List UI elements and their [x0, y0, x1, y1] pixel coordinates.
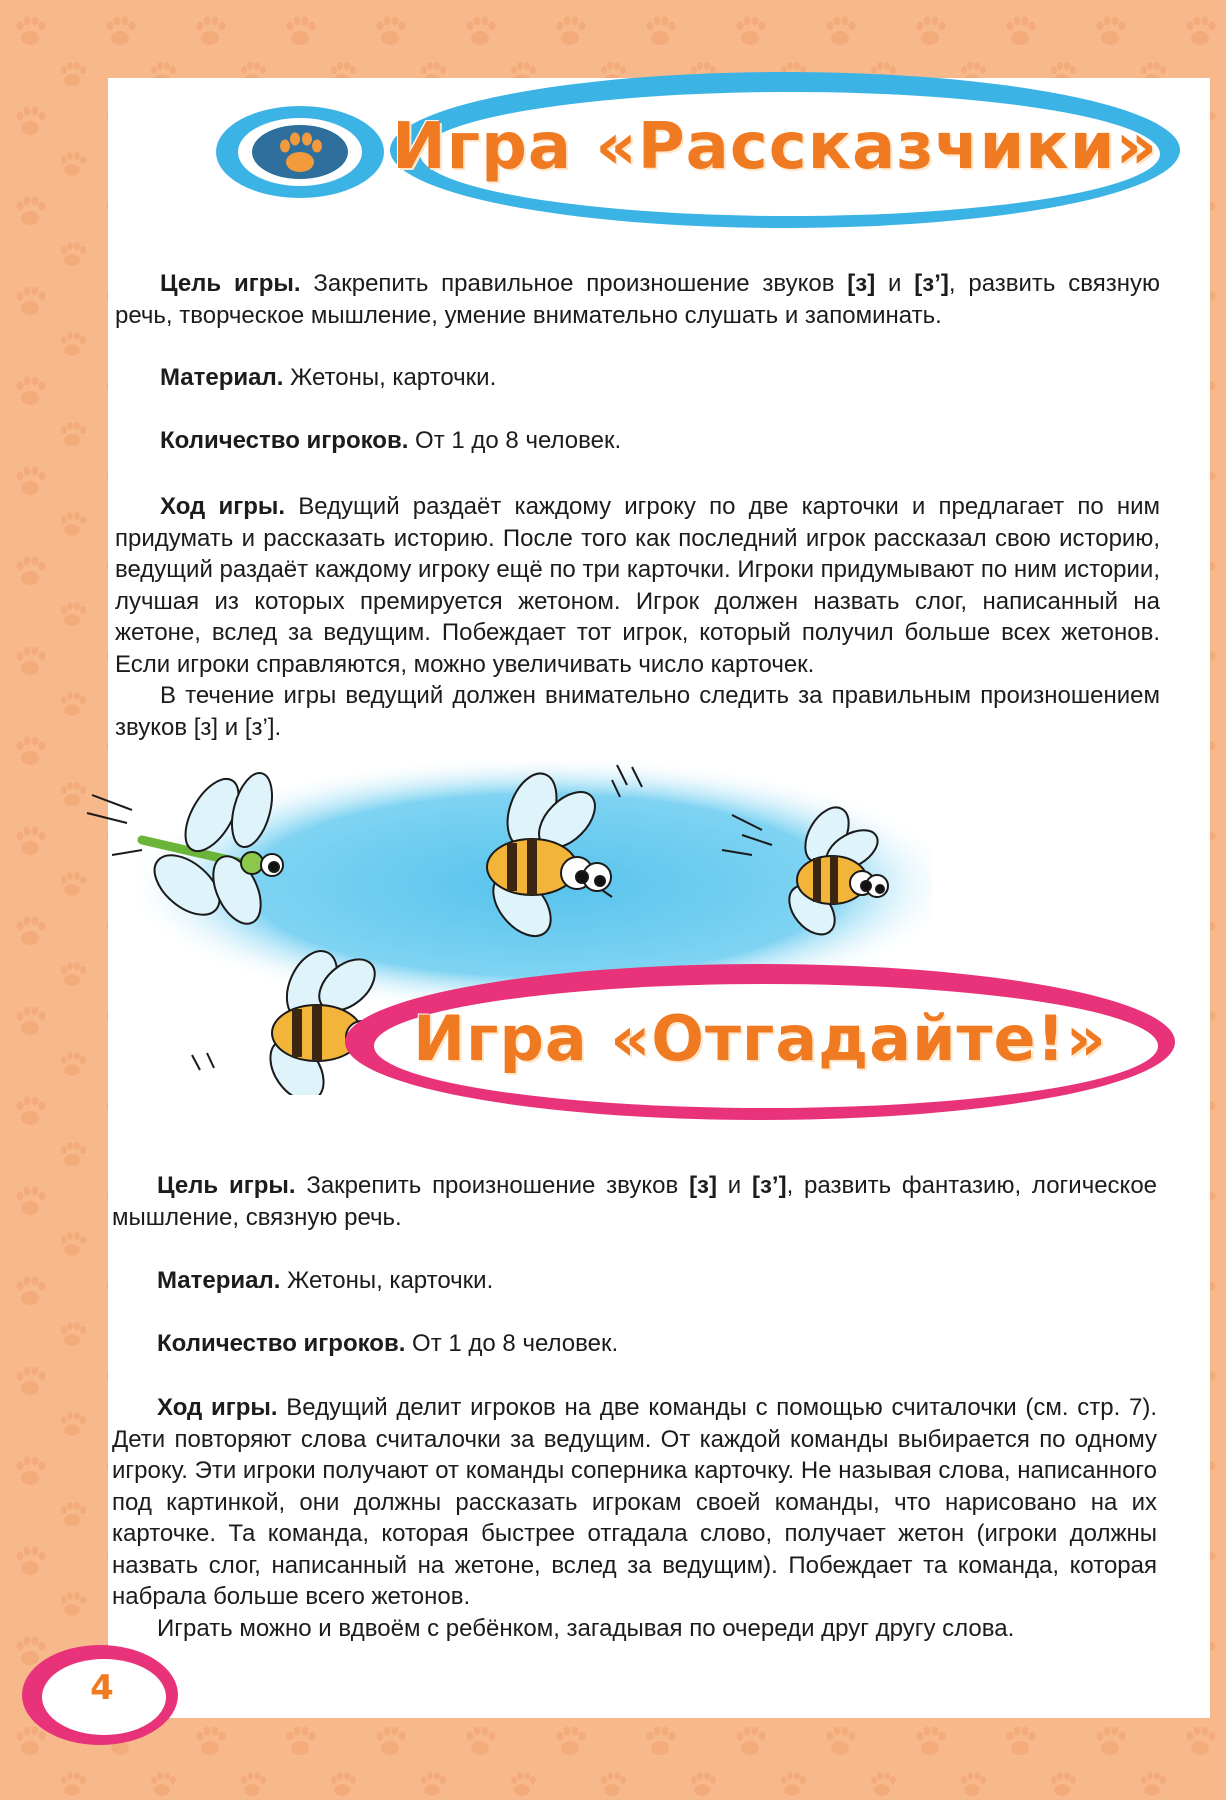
goal-text-end: , развить фантазию, логическое мышление, связную речь.: [112, 1172, 1158, 1231]
section1-title: Игра «Рассказчики»: [392, 110, 1158, 184]
section1-players: [115, 425, 1160, 457]
section2-course: [112, 1392, 1157, 1644]
section1-course: [115, 491, 1160, 743]
players-text: От 1 до 8 человек.: [408, 427, 622, 454]
page-number: 4: [90, 1668, 114, 1708]
goal-and: и: [875, 270, 915, 297]
course-label: Ход игры.: [157, 1394, 278, 1421]
section2-title-banner: [340, 960, 1180, 1125]
section2-players: [112, 1328, 1157, 1360]
goal-label: Цель игры.: [160, 270, 301, 297]
section2-material: [112, 1265, 1157, 1297]
sound-z: [з]: [847, 270, 876, 297]
material-text: Жетоны, карточки.: [280, 1267, 494, 1294]
section1-material: [115, 362, 1160, 394]
players-label: Количество игроков.: [157, 1330, 406, 1357]
players-text: От 1 до 8 человек.: [405, 1330, 619, 1357]
goal-text: Закрепить произношение звуков: [295, 1172, 690, 1199]
section2-title: Игра «Отгадайте!»: [413, 1002, 1107, 1075]
goal-and: и: [716, 1172, 752, 1199]
material-label: Материал.: [157, 1267, 281, 1294]
sound-z: [з]: [689, 1172, 717, 1199]
goal-text: Закрепить правильное произношение звуков: [300, 270, 848, 297]
goal-text-end: , развить связную речь, творческое мышление, умение внимательно слушать и запоминать.: [115, 270, 1160, 329]
sound-z-soft: [з’]: [751, 1172, 787, 1199]
section1-goal: [115, 268, 1160, 331]
goal-label: Цель игры.: [157, 1172, 296, 1199]
course-text: Ведущий раздаёт каждому игроку по две карточки и предлагает по ним придумать и рассказать историю. После того как последний игрок рассказал свою историю, ведущий раздаёт каждому игроку ещё по три карточки. Игроки придумывают по ним истории, лучшая из которых премируется жетоном. Игрок должен назвать слог, написанный на жетоне, вслед за ведущим. Побеждает тот игрок, который получил больше всех жетонов. Если игроки справляются, можно увеличивать число карточек.: [115, 493, 1160, 678]
course-text-2: В течение игры ведущий должен внимательно следить за правильным произношением звуков [з] и [з’].: [115, 682, 1160, 741]
section2-goal: [112, 1170, 1157, 1233]
section1-title-banner: [215, 70, 1185, 235]
players-label: Количество игроков.: [160, 427, 409, 454]
course-label: Ход игры.: [160, 493, 286, 520]
sound-z-soft: [з’]: [914, 270, 949, 297]
material-label: Материал.: [160, 364, 284, 391]
course-text: Ведущий делит игроков на две команды с помощью считалочки (см. стр. 7). Дети повторяют слова считалочки за ведущим. От каждой команды выбирается по одному игроку. Эти игроки получают от команды соперника карточку. Не называя слова, написанного под картинкой, они должны рассказать игрокам своей команды, что нарисовано на их карточке. Та команда, которая быстрее отгадала слово, получает жетон (игроки должны назвать слог, написанный на жетоне, вслед за ведущим). Побеждает та команда, которая набрала больше всего жетонов.: [112, 1394, 1157, 1610]
material-text: Жетоны, карточки.: [283, 364, 497, 391]
course-text-2: Играть можно и вдвоём с ребёнком, загадывая по очереди друг другу слова.: [157, 1614, 1015, 1642]
